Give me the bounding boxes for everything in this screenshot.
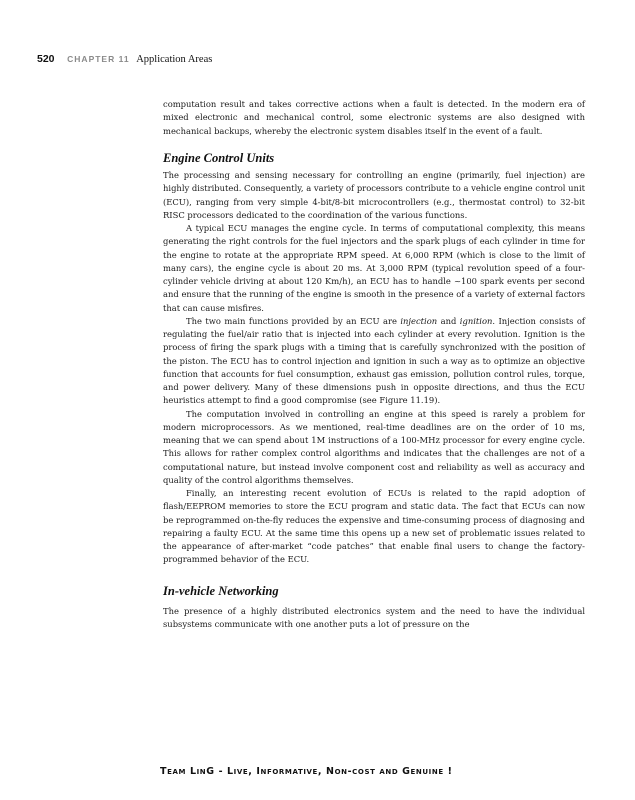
heading-engine-control-units: Engine Control Units (163, 150, 275, 165)
ecu-paragraph-3 (163, 315, 585, 408)
ecu-paragraph-4: The computation involved in controlling an engine at this speed is rarely a problem for modern microprocessors. As we mentioned, real-time deadlines are on the order of 10 ms, meaning that we can spend about 1M instructions of a 100-MHz processor for every engine cycle. This allows for rather complex control algorithms and indicates that the challenges are not of a computational nature, but instead involve component cost and reliability as well as accuracy and quality of the control algorithms themselves. (163, 408, 585, 485)
footer-watermark: Team LinG - Live, Informative, Non-cost and Genuine ! (160, 766, 453, 777)
ecu-paragraph-1: The processing and sensing necessary for controlling an engine (primarily, fuel injection) are highly distributed. Consequently, a variety of processors contribute to a vehicle engine control unit (ECU), ranging from very simple 4-bit/8-bit microcontrollers (e.g., thermostat control) to 32-bit RISC processors dedicated to the coordination of the various functions. (163, 170, 585, 220)
term-ignition: ignition (459, 315, 493, 326)
page-number: 520 (37, 53, 55, 65)
body-text (163, 98, 585, 631)
heading-in-vehicle-networking: In-vehicle Networking (163, 583, 279, 598)
term-injection: injection (400, 315, 438, 326)
chapter-label: CHAPTER 11 (67, 54, 130, 64)
intro-paragraph: computation result and takes corrective actions when a fault is detected. In the modern era of mixed electronic and mechanical control, some electronic systems are also designed with mechanical backups, whereby the electronic system disables itself in the event of a fault. (163, 99, 585, 136)
ecu-p3-text-b: and (437, 315, 460, 326)
section-title: Application Areas (136, 54, 213, 65)
ecu-paragraph-2: A typical ECU manages the engine cycle. In terms of computational complexity, this means generating the right controls for the fuel injectors and the spark plugs of each cylinder in time for the engine to rotate at the appropriate RPM speed. At 6,000 RPM (which is close to the limit of many cars), the engine cycle is about 20 ms. At 3,000 RPM (typical revolution speed of a four-cylinder vehicle driving at about 120 Km/h), an ECU has to handle ~100 spark events per second and ensure that the running of the engine is smooth in the presence of a variety of external factors that can cause misfires. (163, 223, 585, 313)
ecu-p3-text-c: . Injection consists of regulating the fuel/air ratio that is injected into each cylinder at every revolution. Ignition is the process of firing the spark plugs with a timing that is carefully synchronized with the position of the piston. The ECU has to control injection and ignition in such a way as to optimize an objective function that accounts for fuel consumption, exhaust gas emission, pollution control rules, torque, and power delivery. Many of these dimensions push in opposite directions, and thus the ECU heuristics attempt to find a good compromise (see Figure 11.19). (163, 315, 586, 406)
network-paragraph-1: The presence of a highly distributed electronics system and the need to have the individual subsystems communicate with one another puts a lot of pressure on the (163, 605, 585, 629)
ecu-paragraph-5: Finally, an interesting recent evolution of ECUs is related to the rapid adoption of flash/EEPROM memories to store the ECU program and static data. The fact that ECUs can now be reprogrammed on-the-fly reduces the expensive and time-consuming process of diagnosing and repairing a faulty ECU. At the same time this opens up a new set of problematic issues related to the appearance of after-market “code patches” that enable final users to change the factory-programmed behavior of the ECU. (163, 488, 585, 565)
ecu-p3-text-a: The two main functions provided by an ECU are (186, 315, 401, 326)
running-head (37, 53, 212, 65)
